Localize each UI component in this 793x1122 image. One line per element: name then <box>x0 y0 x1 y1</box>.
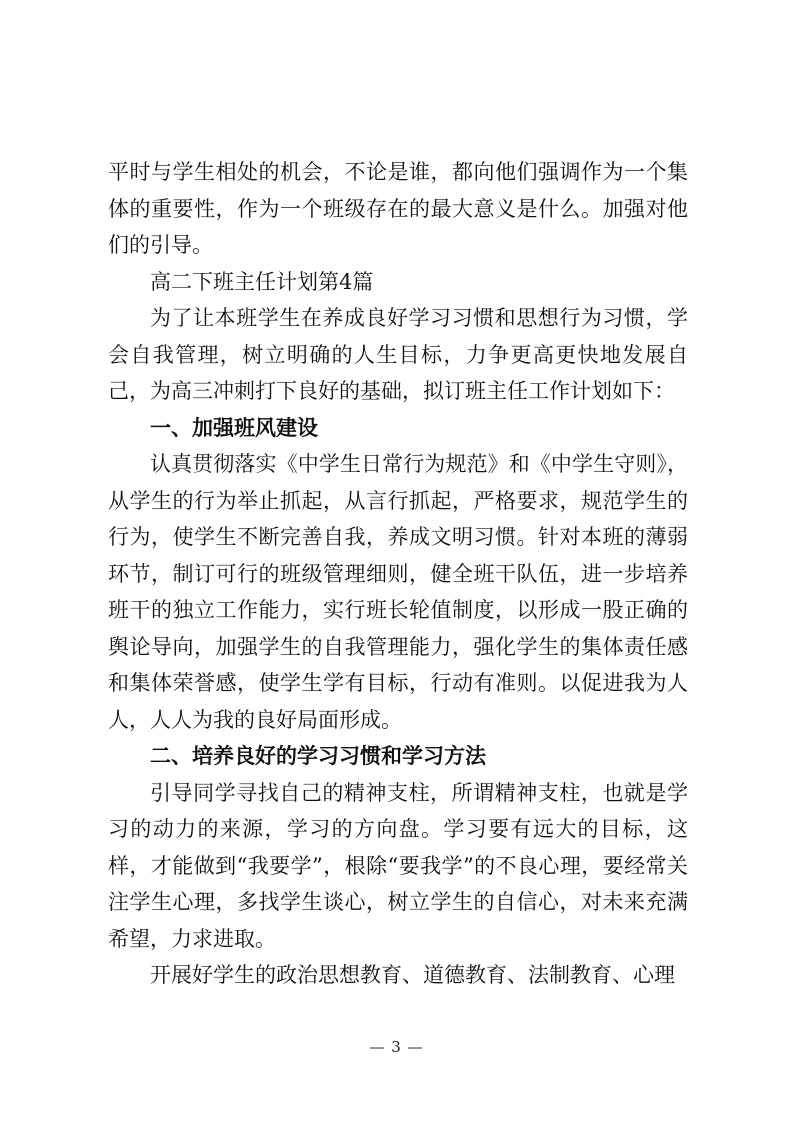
heading-class-style: 一、加强班风建设 <box>150 415 318 440</box>
paragraph-class-style: 认真贯彻落实《中学生日常行为规范》和《中学生守则》，从学生的行为举止抓起，从言行抓起，严格要求，规范学生的行为，使学生不断完善自我，养成文明习惯。针对本班的薄弱环节，制订可行的班级管理细则，健全班干队伍，进一步培养班干的独立工作能力，实行班长轮值制度，以形成一股正确的舆论导向，加强学生的自我管理能力，强化学生的集体责任感和集体荣誉感，使学生学有目标，行动有准则。以促进我为人人，人人为我的良好局面形成。 <box>108 452 688 732</box>
page-number: — 3 — <box>369 1038 424 1056</box>
section-title: 高二下班主任计划第4篇 <box>150 269 374 294</box>
heading-study-habits: 二、培养良好的学习习惯和学习方法 <box>150 744 486 768</box>
paragraph-continuation: 平时与学生相处的机会，不论是谁，都向他们强调作为一个集体的重要性，作为一个班级存在的最大意义是什么。加强对他们的引导。 <box>108 160 688 257</box>
paragraph-study-habits: 引导同学寻找自己的精神支柱，所谓精神支柱，也就是学习的动力的来源，学习的方向盘。学习要有远大的目标，这样，才能做到“我要学”，根除“要我学”的不良心理，要经常关注学生心理，多找学生谈心，树立学生的自信心，对未来充满希望，力求进取。 <box>108 780 688 951</box>
document-body <box>108 154 688 994</box>
paragraph-intro: 为了让本班学生在养成良好学习习惯和思想行为习惯，学会自我管理，树立明确的人生目标，力争更高更快地发展自己，为高三冲刺打下良好的基础，拟订班主任工作计划如下： <box>108 306 688 403</box>
paragraph-education: 开展好学生的政治思想教育、道德教育、法制教育、心理 <box>150 963 675 987</box>
